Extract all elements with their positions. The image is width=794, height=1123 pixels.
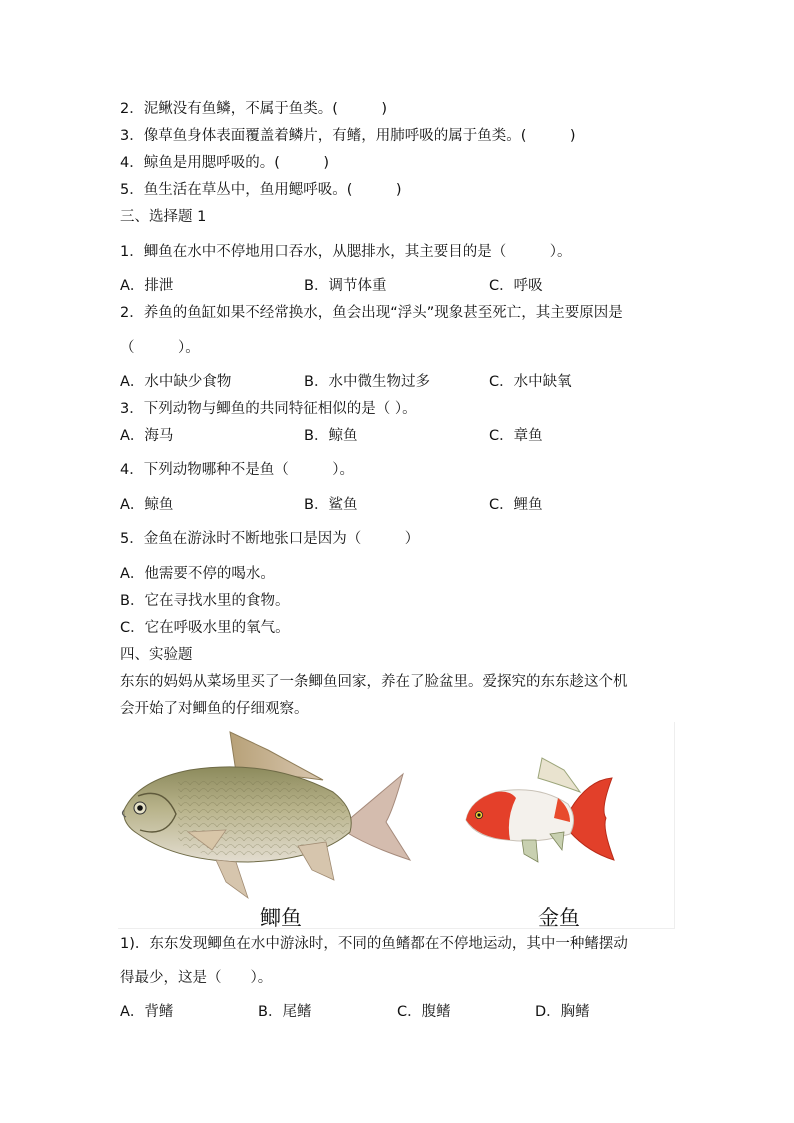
- option-b: B．鲸鱼: [304, 428, 358, 444]
- option-a: A．海马: [120, 428, 174, 444]
- option-a: A．水中缺少食物: [120, 374, 232, 390]
- option-c: C．鲤鱼: [489, 497, 543, 513]
- experiment-question-1-cont: 得最少，这是（ ）。: [120, 970, 273, 986]
- option-b: B．尾鳍: [258, 1004, 312, 1020]
- section-title-choice: 三、选择题 1: [120, 209, 207, 225]
- option-b: B．水中微生物过多: [304, 374, 430, 390]
- option-c: C．水中缺氧: [489, 374, 572, 390]
- option-c: C．呼吸: [489, 278, 543, 294]
- option-a: A．他需要不停的喝水。: [120, 566, 275, 582]
- section-title-experiment: 四、实验题: [120, 647, 193, 663]
- judge-item-3: 3．像草鱼身体表面覆盖着鳞片，有鳍，用肺呼吸的属于鱼类。( ): [120, 128, 576, 144]
- question-5: 5．金鱼在游泳时不断地张口是因为（ ）: [120, 531, 420, 547]
- judge-item-4: 4．鲸鱼是用腮呼吸的。( ): [120, 155, 330, 171]
- question-2: 2．养鱼的鱼缸如果不经常换水，鱼会出现“浮头”现象甚至死亡，其主要原因是: [120, 305, 623, 321]
- option-b: B．鲨鱼: [304, 497, 358, 513]
- intro-line-2: 会开始了对鲫鱼的仔细观察。: [120, 701, 309, 717]
- question-4-options: [120, 495, 680, 515]
- fish-illustration: [118, 722, 674, 928]
- experiment-question-1-options: [120, 1002, 680, 1022]
- fish-figure: [118, 722, 675, 929]
- question-2-options: [120, 372, 680, 392]
- question-3-options: [120, 426, 680, 446]
- option-a: A．排泄: [120, 278, 174, 294]
- option-c: C．章鱼: [489, 428, 543, 444]
- question-2-bracket: （ ）。: [120, 340, 200, 356]
- label-goldfish: 金鱼: [538, 906, 580, 930]
- question-3: 3．下列动物与鲫鱼的共同特征相似的是（ ）。: [120, 401, 417, 417]
- question-1-options: [120, 276, 680, 296]
- option-a: A．背鳍: [120, 1004, 174, 1020]
- judge-item-2: 2．泥鳅没有鱼鳞，不属于鱼类。( ): [120, 101, 388, 117]
- judge-item-5: 5．鱼生活在草丛中，鱼用鳃呼吸。( ): [120, 182, 402, 198]
- question-4: 4．下列动物哪种不是鱼（ ）。: [120, 462, 354, 478]
- label-crucian-carp: 鲫鱼: [260, 906, 302, 930]
- option-c: C．它在呼吸水里的氧气。: [120, 620, 290, 636]
- option-a: A．鲸鱼: [120, 497, 174, 513]
- experiment-question-1: 1)．东东发现鲫鱼在水中游泳时，不同的鱼鳍都在不停地运动，其中一种鳍摆动: [120, 936, 628, 952]
- option-b: B．调节体重: [304, 278, 387, 294]
- goldfish-image: [466, 758, 614, 862]
- question-1: 1．鲫鱼在水中不停地用口吞水，从腮排水，其主要目的是（ ）。: [120, 244, 572, 260]
- option-d: D．胸鳍: [535, 1004, 590, 1020]
- option-b: B．它在寻找水里的食物。: [120, 593, 290, 609]
- intro-line-1: 东东的妈妈从菜场里买了一条鲫鱼回家，养在了脸盆里。爱探究的东东趁这个机: [120, 674, 628, 690]
- crucian-carp-image: [122, 732, 410, 898]
- option-c: C．腹鳍: [397, 1004, 451, 1020]
